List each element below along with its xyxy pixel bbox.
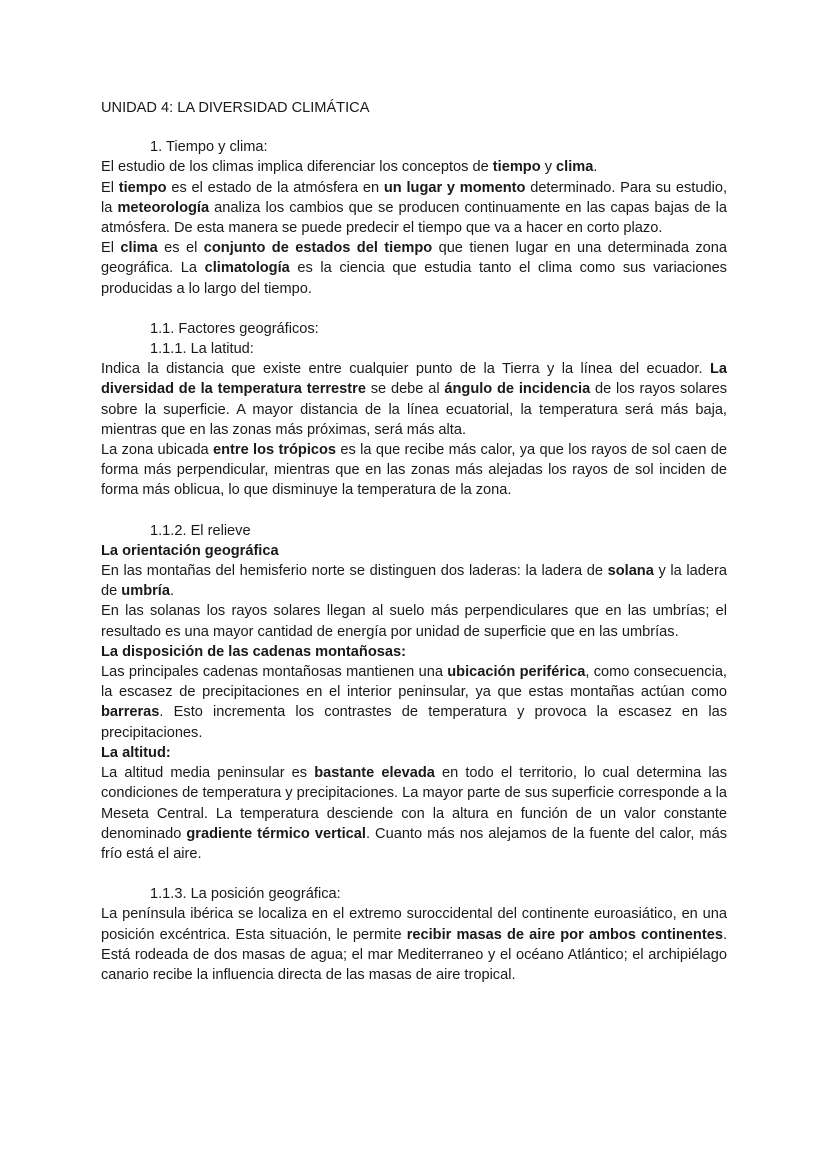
subheading-altitud: La altitud: <box>101 744 171 761</box>
paragraph: La península ibérica se localiza en el extremo suroccidental del continente euroasiático, en una posición excéntrica. Esta situación, le permite recibir masas de aire por ambos continentes. Está rodeada de dos masas de agua; el mar Mediterraneo y el océano Atlántico; el archipiélago canario recibe la influencia directa de las masas de aire tropical. <box>101 906 727 983</box>
section-heading-posicion: 1.1.3. La posición geográfica: <box>150 886 341 903</box>
document-body <box>101 98 727 985</box>
document-title: UNIDAD 4: LA DIVERSIDAD CLIMÁTICA <box>101 100 370 116</box>
paragraph: El clima es el conjunto de estados del tiempo que tienen lugar en una determinada zona geográfica. La climatología es la ciencia que estudia tanto el clima como sus variaciones producidas a lo largo del tiempo. <box>101 240 728 297</box>
subheading-orientacion: La orientación geográfica <box>101 542 279 559</box>
paragraph: En las montañas del hemisferio norte se distinguen dos laderas: la ladera de solana y la ladera de umbría. <box>101 563 728 600</box>
paragraph: Indica la distancia que existe entre cualquier punto de la Tierra y la línea del ecuador. La diversidad de la temperatura terrestre se debe al ángulo de incidencia de los rayos solares sobre la superficie. A mayor distancia de la línea ecuatorial, la temperatura será más baja, mientras que en las zonas más próximas, será más alta. <box>101 361 727 438</box>
paragraph: La zona ubicada entre los trópicos es la que recibe más calor, ya que los rayos de sol caen de forma más perpendicular, mientras que en las zonas más alejadas los rayos de sol inciden de forma más oblicua, lo que disminuye la temperatura de la zona. <box>101 442 728 499</box>
paragraph: En las solanas los rayos solares llegan al suelo más perpendiculares que en las umbrías; el resultado es una mayor cantidad de energía por unidad de superficie que en las umbrías. <box>101 603 727 640</box>
section-heading-tiempo-clima: 1. Tiempo y clima: <box>150 139 268 156</box>
section-heading-factores: 1.1. Factores geográficos: <box>150 320 319 337</box>
paragraph: El estudio de los climas implica diferenciar los conceptos de tiempo y clima. <box>101 159 598 176</box>
subheading-disposicion: La disposición de las cadenas montañosas: <box>101 643 406 660</box>
paragraph: El tiempo es el estado de la atmósfera en un lugar y momento determinado. Para su estudio, la meteorología analiza los cambios que se producen continuamente en las capas bajas de la atmósfera. De esta manera se puede predecir el tiempo que va a hacer en corto plazo. <box>101 179 727 237</box>
section-heading-latitud: 1.1.1. La latitud: <box>150 341 254 358</box>
section-heading-relieve: 1.1.2. El relieve <box>150 522 251 539</box>
paragraph: La altitud media peninsular es bastante elevada en todo el territorio, lo cual determina las condiciones de temperatura y precipitaciones. La mayor parte de sus superficie corresponde a la Meseta Central. La temperatura desciende con la altura en función de un valor constante denominado gradiente térmico vertical. Cuanto más nos alejamos de la fuente del calor, más frío está el aire. <box>101 765 727 862</box>
paragraph: Las principales cadenas montañosas mantienen una ubicación periférica, como consecuencia, la escasez de precipitaciones en el interior peninsular, ya que estas montañas actúan como barreras. Esto incrementa los contrastes de temperatura y provoca la escasez en las precipitaciones. <box>101 664 727 741</box>
